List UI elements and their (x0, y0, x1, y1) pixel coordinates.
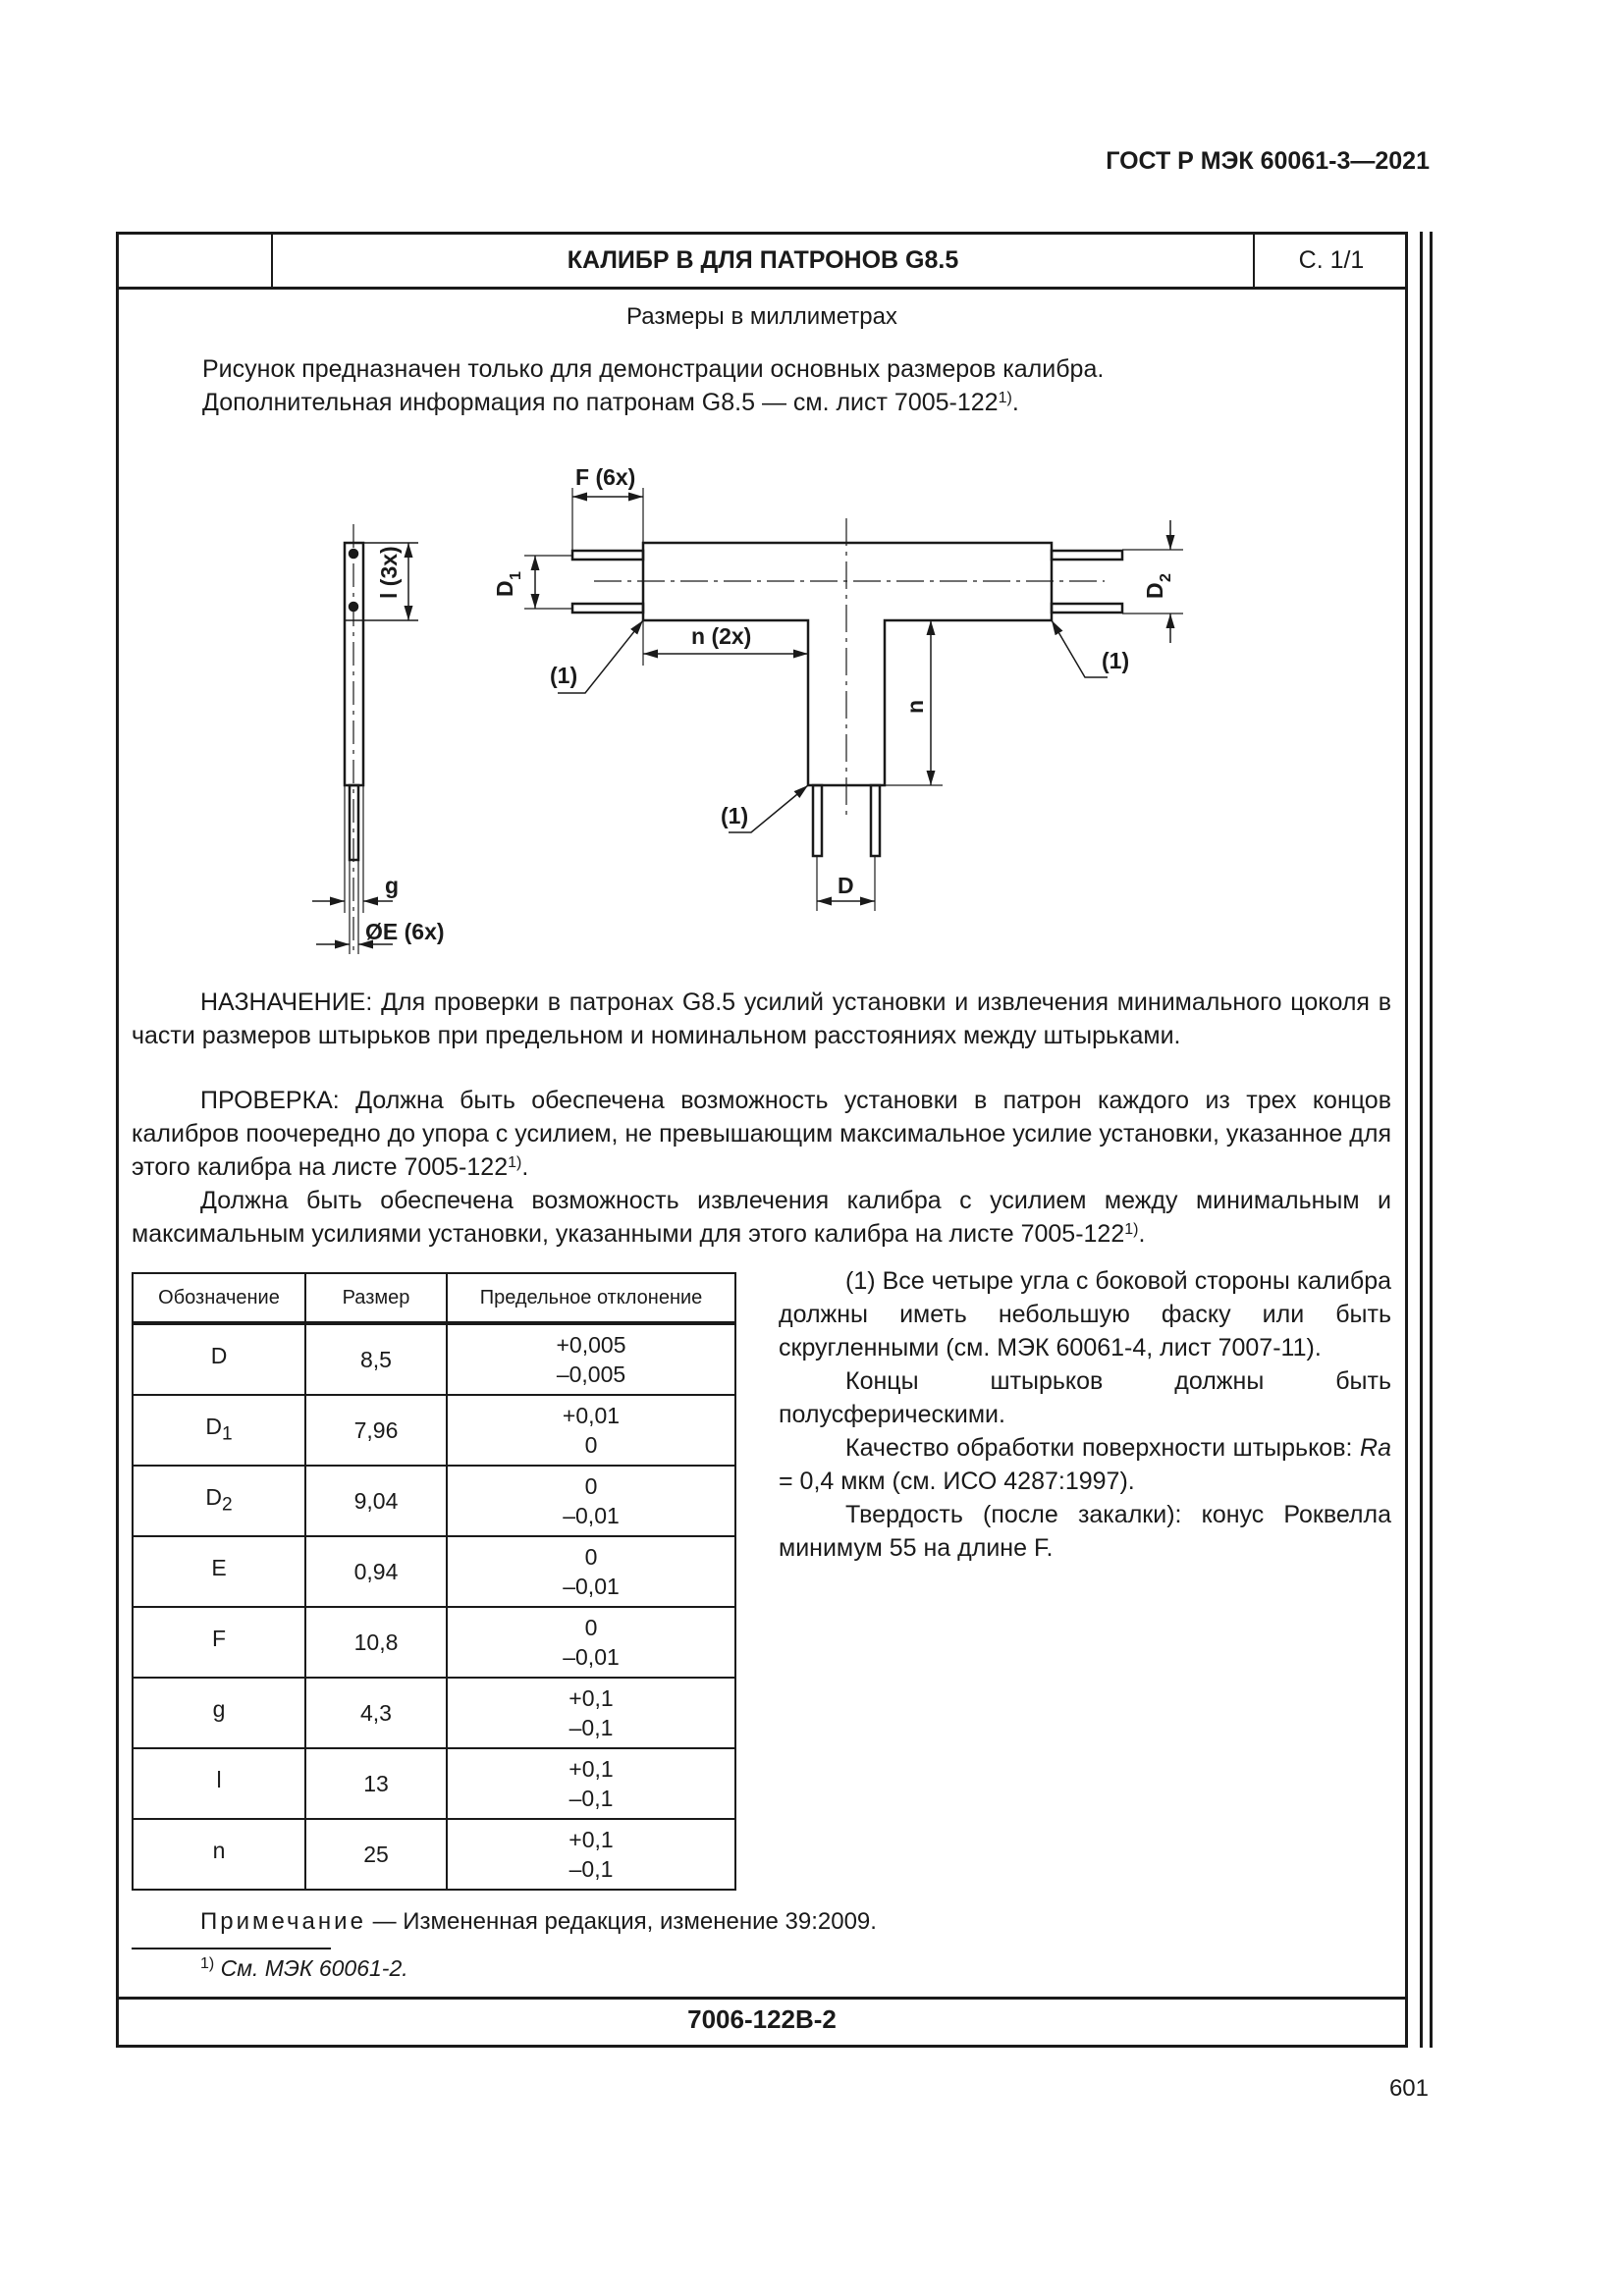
frame-double-line-2 (1430, 232, 1433, 2048)
table-header-row (133, 1273, 735, 1323)
cell-tolerance: +0,005 –0,005 (447, 1323, 735, 1395)
cell-tolerance: +0,1 –0,1 (447, 1819, 735, 1890)
right-pin-bottom (1052, 604, 1122, 613)
standard-code: ГОСТ Р МЭК 60061-3—2021 (1106, 147, 1430, 175)
footnote: $^{1)}$ См. МЭК 60061-2. (200, 1955, 408, 1981)
label-callout-left: (1) (550, 663, 578, 688)
cell-size: 13 (305, 1748, 447, 1819)
header-size: Размер (305, 1273, 447, 1323)
intro-line-1: Рисунок предназначен только для демонстрации основных размеров калибра. (202, 355, 1105, 383)
table-row (133, 1748, 735, 1819)
label-e6x: ØE (6x) (365, 919, 445, 944)
cell-size: 10,8 (305, 1607, 447, 1678)
frame-double-line-1 (1420, 232, 1423, 2048)
title-row (119, 235, 1405, 290)
left-pin-bottom (572, 604, 643, 613)
table-row (133, 1466, 735, 1536)
cell-symbol: l (133, 1748, 305, 1819)
label-d: D (838, 873, 854, 898)
table-row (133, 1607, 735, 1678)
cell-size: 8,5 (305, 1323, 447, 1395)
check-paragraph-2: Должна быть обеспечена возможность извлечения калибра с усилием между минимальным и максимальным усилиями установки, указанными для этого калибра на листе 7005-122$^{1)}$. (132, 1187, 1391, 1248)
check-paragraph-1: ПРОВЕРКА: Должна быть обеспечена возможность установки в патрон каждого из трех концов калибров поочередно до упора с усилием, не превышающим максимальное усилие установки, указанное для этого калибра на листе 7005-122$^{1)}$. (132, 1087, 1391, 1181)
gauge-drawing (295, 448, 1237, 968)
cell-size: 9,04 (305, 1466, 447, 1536)
label-callout-right: (1) (1102, 648, 1130, 673)
sheet-number: С. 1/1 (1298, 246, 1365, 274)
dimensions-table (132, 1272, 736, 1891)
cell-symbol: $D_1$ (133, 1395, 305, 1466)
sheet-code: 7006-122B-2 (687, 2004, 837, 2034)
bottom-pin-right (871, 785, 880, 856)
callout-leader-right (1052, 620, 1108, 677)
units-note: Размеры в миллиметрах (626, 303, 897, 330)
right-pin-top (1052, 551, 1122, 560)
cell-symbol: n (133, 1819, 305, 1890)
cell-tolerance: +0,1 –0,1 (447, 1678, 735, 1748)
cell-size: 4,3 (305, 1678, 447, 1748)
intro-line-2: Дополнительная информация по патронам G8.5 — см. лист 7005-122$^{1)}$. (202, 389, 1019, 416)
note-4: Твердость (после закалки): конус Роквелла минимум 55 на длине F. (779, 1501, 1391, 1562)
table-row (133, 1536, 735, 1607)
note-2: Концы штырьков должны быть полусферическими. (779, 1367, 1391, 1428)
svg-text:1: 1 (508, 571, 524, 580)
label-l3x: l (3x) (376, 546, 402, 599)
header-symbol: Обозначение (133, 1273, 305, 1323)
cell-tolerance: +0,01 0 (447, 1395, 735, 1466)
label-callout-bottom: (1) (721, 803, 749, 828)
cell-symbol: D (133, 1323, 305, 1395)
intro-text (202, 352, 1380, 419)
purpose-paragraph: НАЗНАЧЕНИЕ: Для проверки в патронах G8.5 усилий установки и извлечения минимального цоколя в части размеров штырьков при предельном и номинальном расстояниях между штырьками. (132, 988, 1391, 1049)
bottom-divider (116, 1997, 1408, 2000)
note-3: Качество обработки поверхности штырьков: Ra = 0,4 мкм (см. ИСО 4287:1997). (779, 1434, 1391, 1495)
svg-text:2: 2 (1158, 573, 1174, 582)
cell-tolerance: 0 –0,01 (447, 1536, 735, 1607)
remark-label: Примечание (200, 1908, 366, 1935)
remark: Примечание — Измененная редакция, изменение 39:2009. (200, 1908, 877, 1935)
footnote-rule (132, 1948, 331, 1949)
cell-tolerance: +0,1 –0,1 (447, 1748, 735, 1819)
cell-size: 7,96 (305, 1395, 447, 1466)
t-body-outline (643, 543, 1052, 785)
table-row (133, 1323, 735, 1395)
svg-text:D: D (492, 580, 517, 597)
table-row (133, 1819, 735, 1890)
cell-symbol: E (133, 1536, 305, 1607)
bottom-pin-left (813, 785, 822, 856)
label-n2x: n (2x) (691, 623, 752, 649)
cell-size: 25 (305, 1819, 447, 1890)
cell-symbol: $D_2$ (133, 1466, 305, 1536)
label-d1 (492, 571, 524, 597)
label-g: g (385, 873, 400, 898)
header-tolerance: Предельное отклонение (447, 1273, 735, 1323)
label-f6x: F (6x) (575, 464, 636, 490)
label-n: n (902, 699, 928, 714)
sheet-title: КАЛИБР B ДЛЯ ПАТРОНОВ G8.5 (567, 246, 959, 274)
cell-tolerance: 0 –0,01 (447, 1607, 735, 1678)
label-d2 (1142, 573, 1174, 599)
svg-text:D: D (1142, 582, 1167, 599)
cell-symbol: F (133, 1607, 305, 1678)
table-row (133, 1678, 735, 1748)
cell-tolerance: 0 –0,01 (447, 1466, 735, 1536)
note-1: (1) Все четыре угла с боковой стороны калибра должны иметь небольшую фаску или быть скругленными (см. МЭК 60061-4, лист 7007-11). (779, 1267, 1391, 1362)
cell-size: 0,94 (305, 1536, 447, 1607)
page-number: 601 (1388, 2075, 1429, 2102)
cell-symbol: g (133, 1678, 305, 1748)
notes-block (779, 1264, 1391, 1565)
table-row (133, 1395, 735, 1466)
left-pin-top (572, 551, 643, 560)
